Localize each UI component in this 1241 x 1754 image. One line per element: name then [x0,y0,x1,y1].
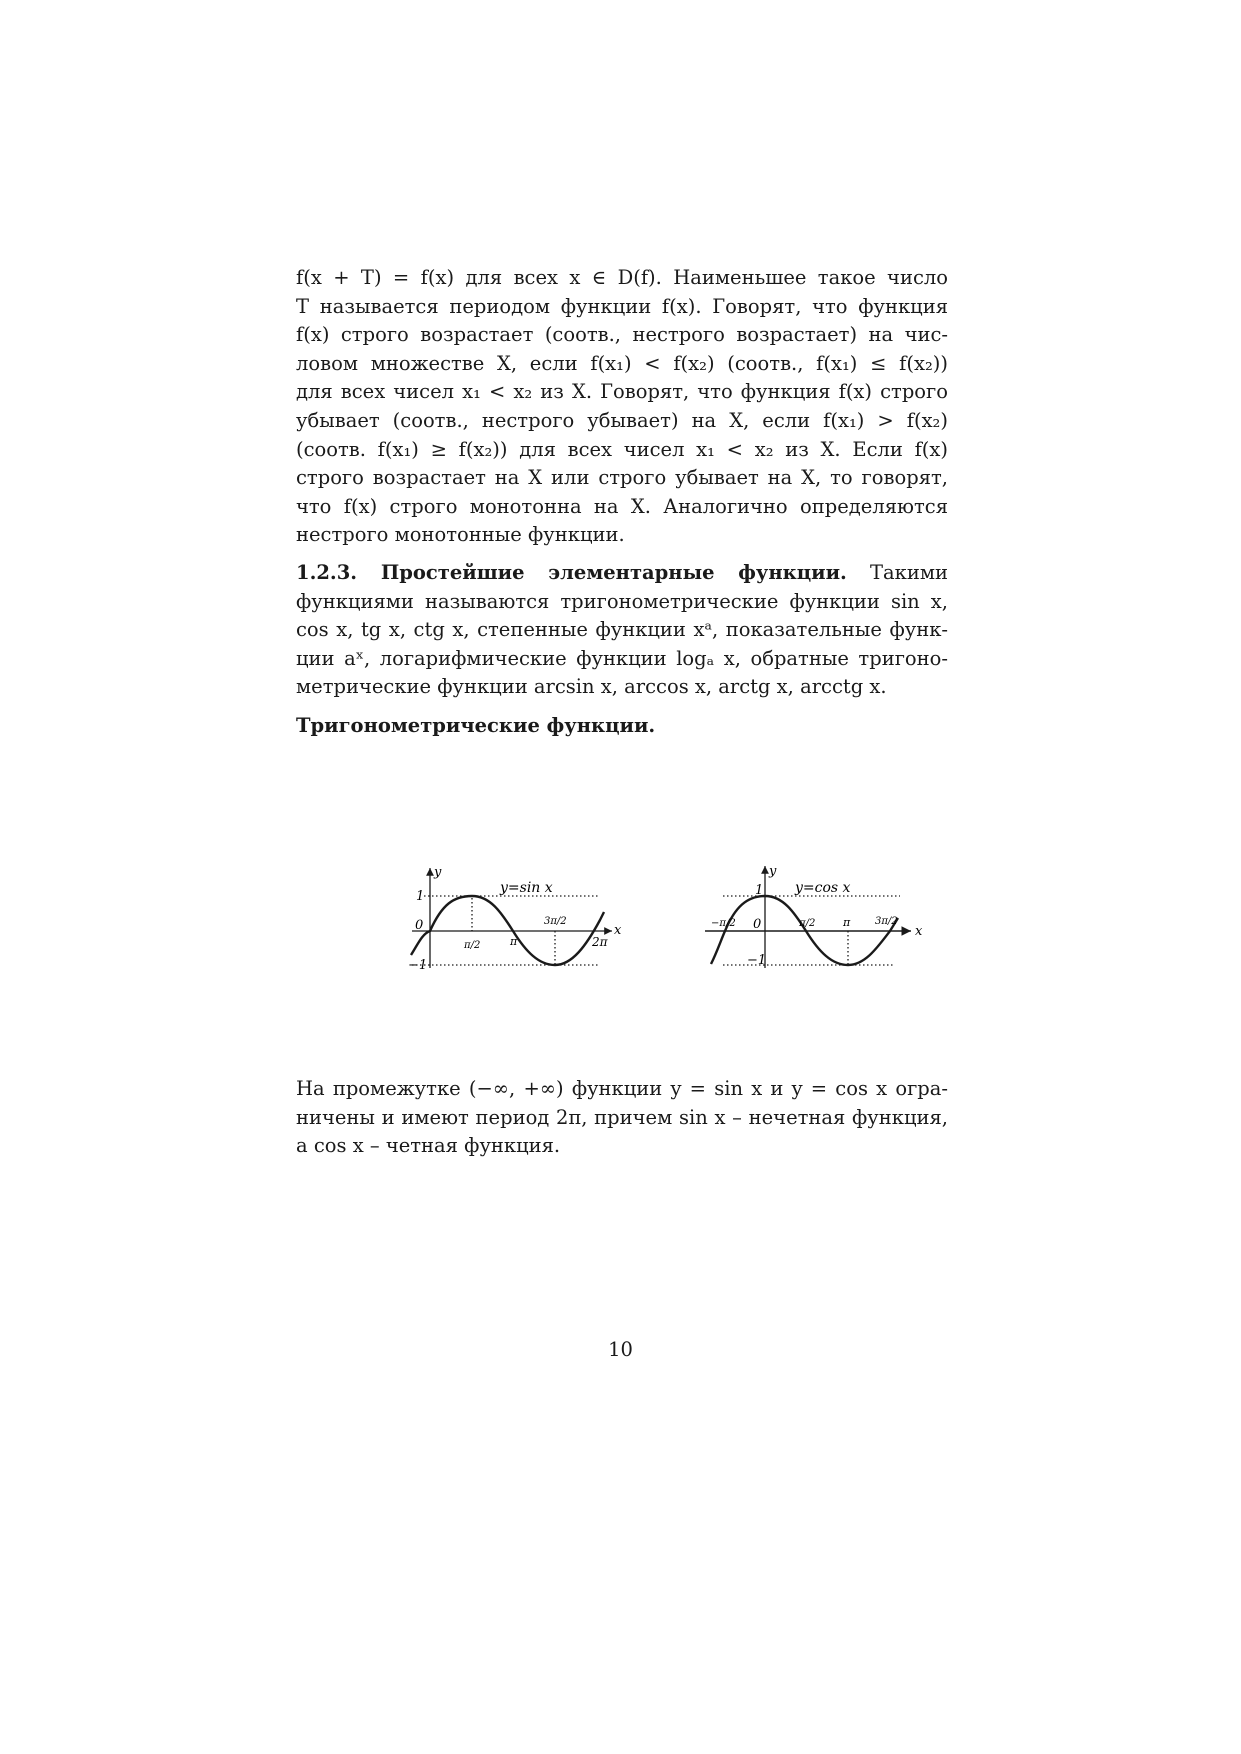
text-line: функциями называются тригонометрические функции sin x, [296,589,948,613]
text-line [296,559,948,588]
tick-label-minus-one: −1 [747,953,767,968]
tick-label-one: 1 [755,883,764,898]
paragraph-trig-properties [296,1075,948,1161]
text-line: для всех чисел x₁ < x₂ из X. Говорят, что функция f(x) строго [296,380,948,404]
text-line: f(x + T) = f(x) для всех x ∈ D(f). Наименьшее такое число [296,266,948,289]
x-axis-label: x [614,923,622,938]
text-line: ничены и имеют период 2π, причем sin x – нечетная функция, [296,1105,948,1129]
text-line: cos x, tg x, ctg x, степенные функции xᵃ, показательные функ- [296,618,948,642]
text-line: T называется периодом функции f(x). Говорят, что функция [296,294,948,318]
function-label: y=cos x [795,880,851,896]
text-line: строго возрастает на X или строго убывает на X, то говорят, [296,466,948,490]
text-line: что f(x) строго монотонна на X. Аналогично определяются [296,494,948,518]
paragraph-monotonicity [296,264,948,550]
x-axis-label: x [915,924,923,939]
tick-label-minus-one: −1 [408,958,428,973]
text-line: (соотв. f(x₁) ≥ f(x₂)) для всех чисел x₁ < x₂ из X. Если f(x) [296,437,948,461]
section-heading: 1.2.3. Простейшие элементарные функции. [296,561,847,584]
cosine-graph-svg [705,862,935,978]
tick-label-pi-half: π/2 [464,940,481,951]
page-number: 10 [608,1338,633,1361]
text-line: убывает (соотв., нестрого убывает) на X, если f(x₁) > f(x₂) [296,408,948,432]
tick-label-zero: 0 [415,918,424,933]
text-line: На промежутке (−∞, +∞) функции y = sin x и y = cos x огра- [296,1077,948,1100]
text-span: Такими [870,561,948,584]
tick-label-pi-half: π/2 [799,918,816,929]
function-label: y=sin x [500,880,553,896]
text-line: ловом множестве X, если f(x₁) < f(x₂) (соотв., f(x₁) ≤ f(x₂)) [296,351,948,375]
tick-label-one: 1 [416,889,425,904]
text-line: а cos x – четная функция. [296,1134,561,1158]
y-axis-label: y [434,865,442,880]
tick-label-three-pi-half: 3π/2 [875,916,898,927]
tick-label-zero: 0 [753,917,762,932]
text-line: f(x) строго возрастает (соотв., нестрого возрастает) на чис- [296,323,948,347]
tick-label-three-pi-half: 3π/2 [544,916,567,927]
y-axis-label: y [769,864,777,879]
paragraph-elementary-functions [296,559,948,702]
cosine-graph-figure [705,862,935,978]
tick-label-two-pi: 2π [592,935,608,949]
tick-label-pi: π [510,935,518,948]
text-line: метрические функции arcsin x, arccos x, arctg x, arcctg x. [296,675,887,699]
subheading-trig-functions: Тригонометрические функции. [296,714,656,737]
sine-graph-svg [404,862,634,978]
text-line: нестрого монотонные функции. [296,523,625,547]
tick-label-pi: π [843,916,851,929]
tick-label-minus-pi-half: −π/2 [711,918,736,929]
text-line: ции aˣ, логарифмические функции logₐ x, обратные тригоно- [296,646,948,670]
sine-graph-figure [404,862,634,978]
